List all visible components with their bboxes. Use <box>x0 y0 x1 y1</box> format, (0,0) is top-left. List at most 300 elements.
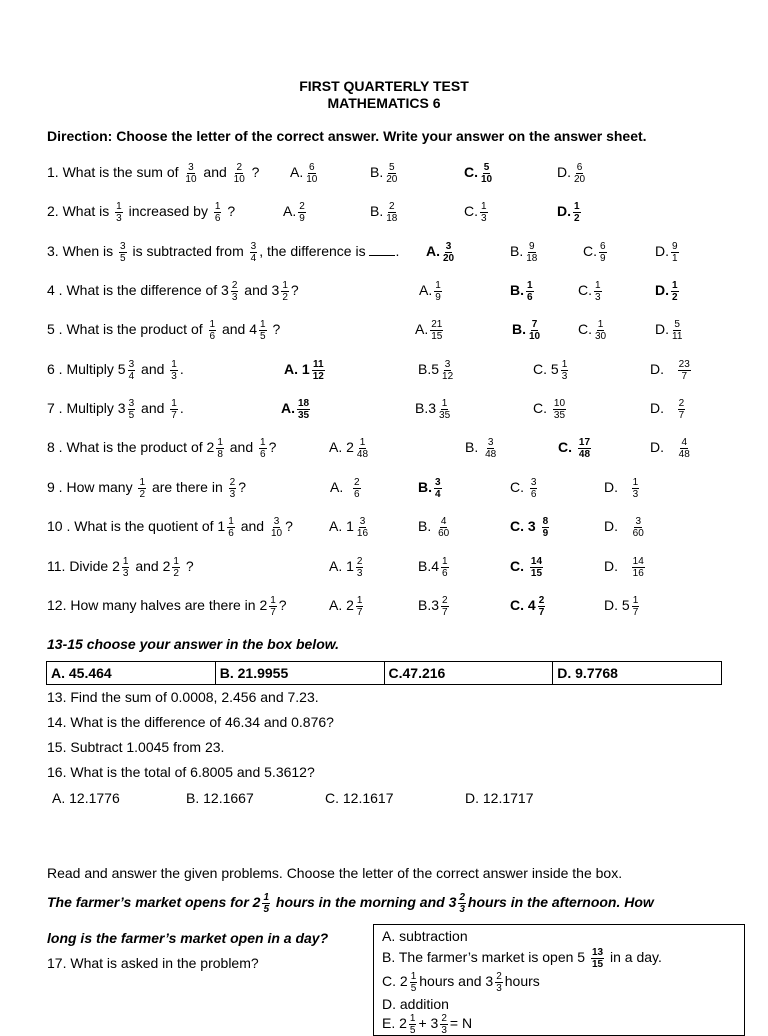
answer-box <box>373 924 745 1036</box>
denominator: 6 <box>354 489 360 500</box>
option-c <box>510 516 551 539</box>
denominator: 4 <box>128 371 135 382</box>
text-fragment: 7 . Multiply 3 <box>47 400 126 417</box>
numerator: 1 <box>527 280 533 291</box>
option-d <box>655 319 685 342</box>
question-stem <box>47 319 280 342</box>
box-option-a: A. subtraction <box>382 928 468 944</box>
text-fragment: C. <box>510 558 524 575</box>
numerator: 18 <box>298 398 310 409</box>
numerator: 1 <box>260 319 266 330</box>
numerator: 7 <box>531 319 538 330</box>
denominator: 6 <box>442 568 448 579</box>
denominator: 35 <box>298 410 310 421</box>
text-fragment: 11. Divide 2 <box>47 558 120 575</box>
numerator: 1 <box>632 477 639 488</box>
numerator: 2 <box>236 162 242 173</box>
numerator: 2 <box>231 280 238 291</box>
fraction <box>410 971 418 994</box>
numerator: 3 <box>273 516 280 527</box>
text-fragment: 3. When is <box>47 243 114 260</box>
text-fragment: A. <box>426 243 440 260</box>
fraction <box>632 516 645 539</box>
option-c <box>464 162 495 185</box>
numerator: 14 <box>530 556 543 567</box>
numerator: 1 <box>214 201 221 212</box>
fraction <box>184 162 197 185</box>
option-d <box>650 359 693 382</box>
choices-table <box>46 661 722 685</box>
denominator: 3 <box>441 1025 447 1036</box>
fraction <box>119 241 127 264</box>
fraction <box>442 241 455 264</box>
fraction <box>430 319 443 342</box>
denominator: 3 <box>229 489 236 500</box>
option-b <box>418 556 451 579</box>
denominator: 7 <box>356 607 363 618</box>
denominator: 6 <box>527 292 533 303</box>
fraction <box>578 437 591 460</box>
option-a <box>284 359 327 382</box>
box-option-d: D. addition <box>382 996 449 1012</box>
text-fragment: ? <box>285 518 293 535</box>
denominator: 48 <box>678 449 690 460</box>
text-fragment: A. 1 <box>329 518 354 535</box>
text-fragment: . <box>395 243 400 260</box>
numerator: 1 <box>282 280 288 291</box>
fraction <box>530 556 543 579</box>
denominator: 6 <box>209 331 216 342</box>
text-fragment: B.3 <box>415 400 437 417</box>
text-fragment: and <box>141 361 165 378</box>
denominator: 1 <box>672 253 678 264</box>
option-a <box>329 556 365 579</box>
fraction <box>561 359 569 382</box>
text-fragment: ? <box>227 203 236 220</box>
fraction <box>671 280 679 303</box>
fraction <box>495 971 503 994</box>
numerator: 3 <box>359 516 366 527</box>
choice-c: C.47.216 <box>384 662 553 685</box>
numerator: 4 <box>681 437 688 448</box>
fraction <box>229 477 237 500</box>
text-fragment: , the difference is <box>259 243 366 260</box>
text-fragment: and 4 <box>221 321 258 338</box>
option-c <box>583 241 609 264</box>
text-fragment: The farmer’s market opens for 2 <box>47 894 261 911</box>
denominator: 48 <box>485 449 497 460</box>
denominator: 15 <box>431 331 443 342</box>
option-a <box>330 477 363 500</box>
denominator: 2 <box>574 213 580 224</box>
numerator: 13 <box>591 947 604 958</box>
fraction <box>441 359 454 382</box>
text-fragment: D. <box>604 558 618 575</box>
denominator: 7 <box>442 607 448 618</box>
text-fragment: A. <box>419 282 433 299</box>
denominator: 3 <box>481 213 487 224</box>
fraction <box>434 280 442 303</box>
text-fragment: C. 4 <box>510 597 536 614</box>
option-c <box>510 477 539 500</box>
text-fragment: 9 . How many <box>47 479 133 496</box>
numerator: 1 <box>672 280 678 291</box>
text-fragment: A. 1 <box>284 361 310 378</box>
denominator: 15 <box>591 959 604 970</box>
denominator: 7 <box>681 371 688 382</box>
text-fragment: and 2 <box>135 558 171 575</box>
fraction <box>458 892 466 915</box>
fraction <box>356 516 369 539</box>
fraction <box>312 359 325 382</box>
fraction <box>297 398 310 421</box>
text-fragment: = N <box>449 1015 473 1032</box>
fraction <box>530 477 538 500</box>
numerator: 1 <box>260 437 266 448</box>
denominator: 35 <box>439 410 451 421</box>
option-d <box>604 516 647 539</box>
numerator: 2 <box>538 595 545 606</box>
fraction <box>356 595 364 618</box>
denominator: 5 <box>410 983 417 994</box>
text-fragment: hours <box>504 973 540 990</box>
question-stem <box>47 359 184 382</box>
option-b <box>418 359 456 382</box>
denominator: 60 <box>632 528 644 539</box>
numerator: 2 <box>496 971 502 982</box>
text-fragment: 6 . Multiply 5 <box>47 361 126 378</box>
fraction <box>594 319 607 342</box>
numerator: 9 <box>672 241 678 252</box>
denominator: 12 <box>312 371 324 382</box>
numerator: 3 <box>188 162 194 173</box>
text-fragment: hours in the morning and 3 <box>275 894 457 911</box>
denominator: 15 <box>530 568 543 579</box>
text-fragment: A. <box>415 321 429 338</box>
text-fragment: 5 . What is the product of <box>47 321 203 338</box>
numerator: 1 <box>171 359 177 370</box>
text-fragment: and <box>203 164 227 181</box>
numerator: 3 <box>487 437 494 448</box>
choice-b: B. 21.9955 <box>215 662 384 685</box>
numerator: 4 <box>440 516 447 527</box>
numerator: 9 <box>529 241 535 252</box>
option-d <box>557 201 583 224</box>
fraction <box>269 595 277 618</box>
option-c <box>464 201 490 224</box>
numerator: 3 <box>128 359 135 370</box>
text-fragment: C. <box>464 203 478 220</box>
option-a <box>329 516 371 539</box>
text-fragment: C. <box>510 479 524 496</box>
denominator: 20 <box>443 253 455 264</box>
fraction <box>170 398 178 421</box>
fraction <box>480 201 488 224</box>
numerator: 1 <box>442 556 448 567</box>
question-stem <box>47 437 276 460</box>
fraction <box>484 437 497 460</box>
text-fragment: 12. How many halves are there in 2 <box>47 597 268 614</box>
numerator: 1 <box>481 201 487 212</box>
text-fragment: B.4 <box>418 558 440 575</box>
text-fragment: B. The farmer’s market is open 5 <box>382 949 586 966</box>
denominator: 11 <box>672 331 683 342</box>
numerator: 3 <box>635 516 642 527</box>
option-d <box>650 437 693 460</box>
fraction <box>678 398 686 421</box>
numerator: 5 <box>389 162 395 173</box>
option-d <box>604 595 641 618</box>
option-c <box>510 556 545 579</box>
denominator: 2 <box>173 568 179 579</box>
fraction <box>138 477 146 500</box>
numerator: 5 <box>674 319 680 330</box>
text-fragment: ? <box>272 321 281 338</box>
denominator: 5 <box>409 1025 416 1036</box>
text-fragment: 4 . What is the difference of 3 <box>47 282 229 299</box>
fraction <box>480 162 493 185</box>
fraction <box>671 241 679 264</box>
question-stem <box>47 477 246 500</box>
fraction <box>353 477 361 500</box>
question-stem <box>47 162 259 185</box>
denominator: 10 <box>529 331 541 342</box>
fraction <box>441 595 449 618</box>
denominator: 7 <box>678 410 685 421</box>
question-stem <box>47 398 184 421</box>
text-fragment: A. <box>281 400 295 417</box>
text-fragment: B. <box>370 203 384 220</box>
text-fragment: and <box>141 400 165 417</box>
text-fragment: A. <box>330 479 344 496</box>
q16-option-c: C. 12.1617 <box>325 790 394 806</box>
option-b <box>415 398 453 421</box>
fraction <box>441 556 449 579</box>
text-fragment: D. <box>557 164 571 181</box>
text-fragment: D. <box>604 518 618 535</box>
text-fragment: B. <box>418 479 432 496</box>
numerator: 1 <box>409 1013 416 1024</box>
text-fragment: A. 2 <box>329 439 354 456</box>
fraction <box>632 556 645 579</box>
fraction <box>678 359 691 382</box>
numerator: 2 <box>229 477 236 488</box>
fraction <box>250 241 258 264</box>
denominator: 7 <box>270 607 276 618</box>
option-c <box>510 595 547 618</box>
text-fragment: D. <box>650 361 664 378</box>
denominator: 6 <box>260 449 266 460</box>
option-c <box>558 437 593 460</box>
question-stem <box>47 201 235 224</box>
question-15: 15. Subtract 1.0045 from 23. <box>47 739 225 755</box>
option-a <box>426 241 457 264</box>
question-17: 17. What is asked in the problem? <box>47 955 259 971</box>
denominator: 3 <box>496 983 502 994</box>
numerator: 8 <box>542 516 549 527</box>
text-fragment: is subtracted from <box>132 243 244 260</box>
text-fragment: C. 2 <box>382 973 408 990</box>
option-b <box>510 280 536 303</box>
text-fragment: C. <box>583 243 597 260</box>
denominator: 3 <box>561 371 568 382</box>
question-14: 14. What is the difference of 46.34 and 0.876? <box>47 714 334 730</box>
denominator: 20 <box>386 174 398 185</box>
fraction <box>259 319 267 342</box>
option-d <box>650 398 687 421</box>
numerator: 1 <box>595 280 601 291</box>
choice-a: A. 45.464 <box>47 662 216 685</box>
denominator: 7 <box>171 410 177 421</box>
denominator: 3 <box>356 568 363 579</box>
denominator: 6 <box>530 489 537 500</box>
numerator: 17 <box>578 437 591 448</box>
choice-d: D. 9.7768 <box>553 662 722 685</box>
numerator: 1 <box>435 280 441 291</box>
numerator: 3 <box>435 477 441 488</box>
text-fragment: ? <box>185 558 194 575</box>
text-fragment: B. <box>510 282 524 299</box>
fraction <box>553 398 566 421</box>
fraction <box>231 280 239 303</box>
numerator: 2 <box>678 398 685 409</box>
numerator: 2 <box>354 477 360 488</box>
text-fragment: 10 . What is the quotient of 1 <box>47 518 226 535</box>
denominator: 9 <box>600 253 606 264</box>
box-instruction: 13-15 choose your answer in the box below. <box>47 636 340 652</box>
text-fragment: ? <box>268 439 277 456</box>
denominator: 18 <box>386 213 398 224</box>
fraction <box>214 201 222 224</box>
denominator: 4 <box>250 253 257 264</box>
fraction <box>542 516 550 539</box>
fraction <box>233 162 246 185</box>
option-b <box>418 477 444 500</box>
fraction <box>227 516 235 539</box>
text-fragment: C. <box>578 282 592 299</box>
fraction <box>538 595 546 618</box>
denominator: 48 <box>356 449 369 460</box>
text-fragment: hours in the afternoon. How <box>467 894 654 911</box>
numerator: 1 <box>139 477 146 488</box>
text-fragment: 2. What is <box>47 203 110 220</box>
denominator: 3 <box>595 292 601 303</box>
numerator: 6 <box>309 162 315 173</box>
numerator: 1 <box>228 516 234 527</box>
numerator: 5 <box>483 162 490 173</box>
problem-instruction: Read and answer the given problems. Choose the letter of the correct answer inside the box. <box>47 865 623 881</box>
numerator: 21 <box>431 319 443 330</box>
denominator: 2 <box>139 489 146 500</box>
numerator: 1 <box>263 892 270 903</box>
denominator: 3 <box>122 568 129 579</box>
fraction <box>385 201 398 224</box>
question-stem <box>47 595 287 618</box>
fraction <box>440 1013 448 1036</box>
fraction <box>259 437 267 460</box>
denominator: 10 <box>233 174 245 185</box>
fraction <box>632 595 640 618</box>
denominator: 10 <box>185 174 197 185</box>
fraction <box>438 398 451 421</box>
text-fragment: D. <box>655 243 669 260</box>
text-fragment: and <box>229 439 254 456</box>
fraction <box>298 201 306 224</box>
option-c <box>578 280 604 303</box>
text-fragment: . <box>179 400 184 417</box>
q16-option-d: D. 12.1717 <box>465 790 534 806</box>
option-d <box>655 280 681 303</box>
numerator: 2 <box>389 201 395 212</box>
problem-stem-continued: long is the farmer’s market open in a day? <box>47 930 329 946</box>
question-stem <box>47 556 194 579</box>
numerator: 1 <box>356 595 363 606</box>
option-b <box>418 595 451 618</box>
numerator: 3 <box>444 359 451 370</box>
text-fragment: . <box>179 361 184 378</box>
numerator: 1 <box>441 398 448 409</box>
option-a <box>329 437 371 460</box>
text-fragment: increased by <box>128 203 208 220</box>
denominator: 10 <box>306 174 318 185</box>
text-fragment: B.5 <box>418 361 440 378</box>
fraction <box>281 280 289 303</box>
fraction <box>270 516 283 539</box>
numerator: 2 <box>442 595 448 606</box>
numerator: 3 <box>128 398 135 409</box>
text-fragment: 8 . What is the product of 2 <box>47 439 215 456</box>
text-fragment: C. <box>533 400 547 417</box>
numerator: 23 <box>678 359 690 370</box>
denominator: 60 <box>438 528 450 539</box>
text-fragment: A. <box>290 164 304 181</box>
box-option-b <box>382 947 662 970</box>
numerator: 6 <box>576 162 583 173</box>
fraction <box>528 319 541 342</box>
text-fragment: B. <box>510 243 524 260</box>
option-a <box>290 162 320 185</box>
denominator: 16 <box>632 568 644 579</box>
fraction <box>437 516 450 539</box>
text-fragment: D. <box>650 400 664 417</box>
text-fragment: A. <box>283 203 297 220</box>
numerator: 1 <box>410 971 417 982</box>
text-fragment: D. 5 <box>604 597 630 614</box>
numerator: 1 <box>122 556 129 567</box>
option-d <box>655 241 681 264</box>
q16-option-a: A. 12.1776 <box>52 790 120 806</box>
fraction <box>170 359 178 382</box>
fraction <box>678 437 691 460</box>
question-16: 16. What is the total of 6.8005 and 5.3612? <box>47 764 315 780</box>
fraction <box>632 477 640 500</box>
option-a <box>415 319 445 342</box>
text-fragment: D. <box>655 321 669 338</box>
text-fragment: and 3 <box>244 282 280 299</box>
option-b <box>370 162 400 185</box>
option-c <box>578 319 609 342</box>
text-fragment: C. <box>558 439 572 456</box>
text-fragment: E. 2 <box>382 1015 407 1032</box>
fraction <box>591 947 604 970</box>
numerator: 2 <box>459 892 465 903</box>
fraction <box>216 437 224 460</box>
denominator: 3 <box>171 371 177 382</box>
fraction <box>172 556 180 579</box>
fraction <box>209 319 217 342</box>
option-a <box>419 280 444 303</box>
text-fragment: C. 3 <box>510 518 536 535</box>
